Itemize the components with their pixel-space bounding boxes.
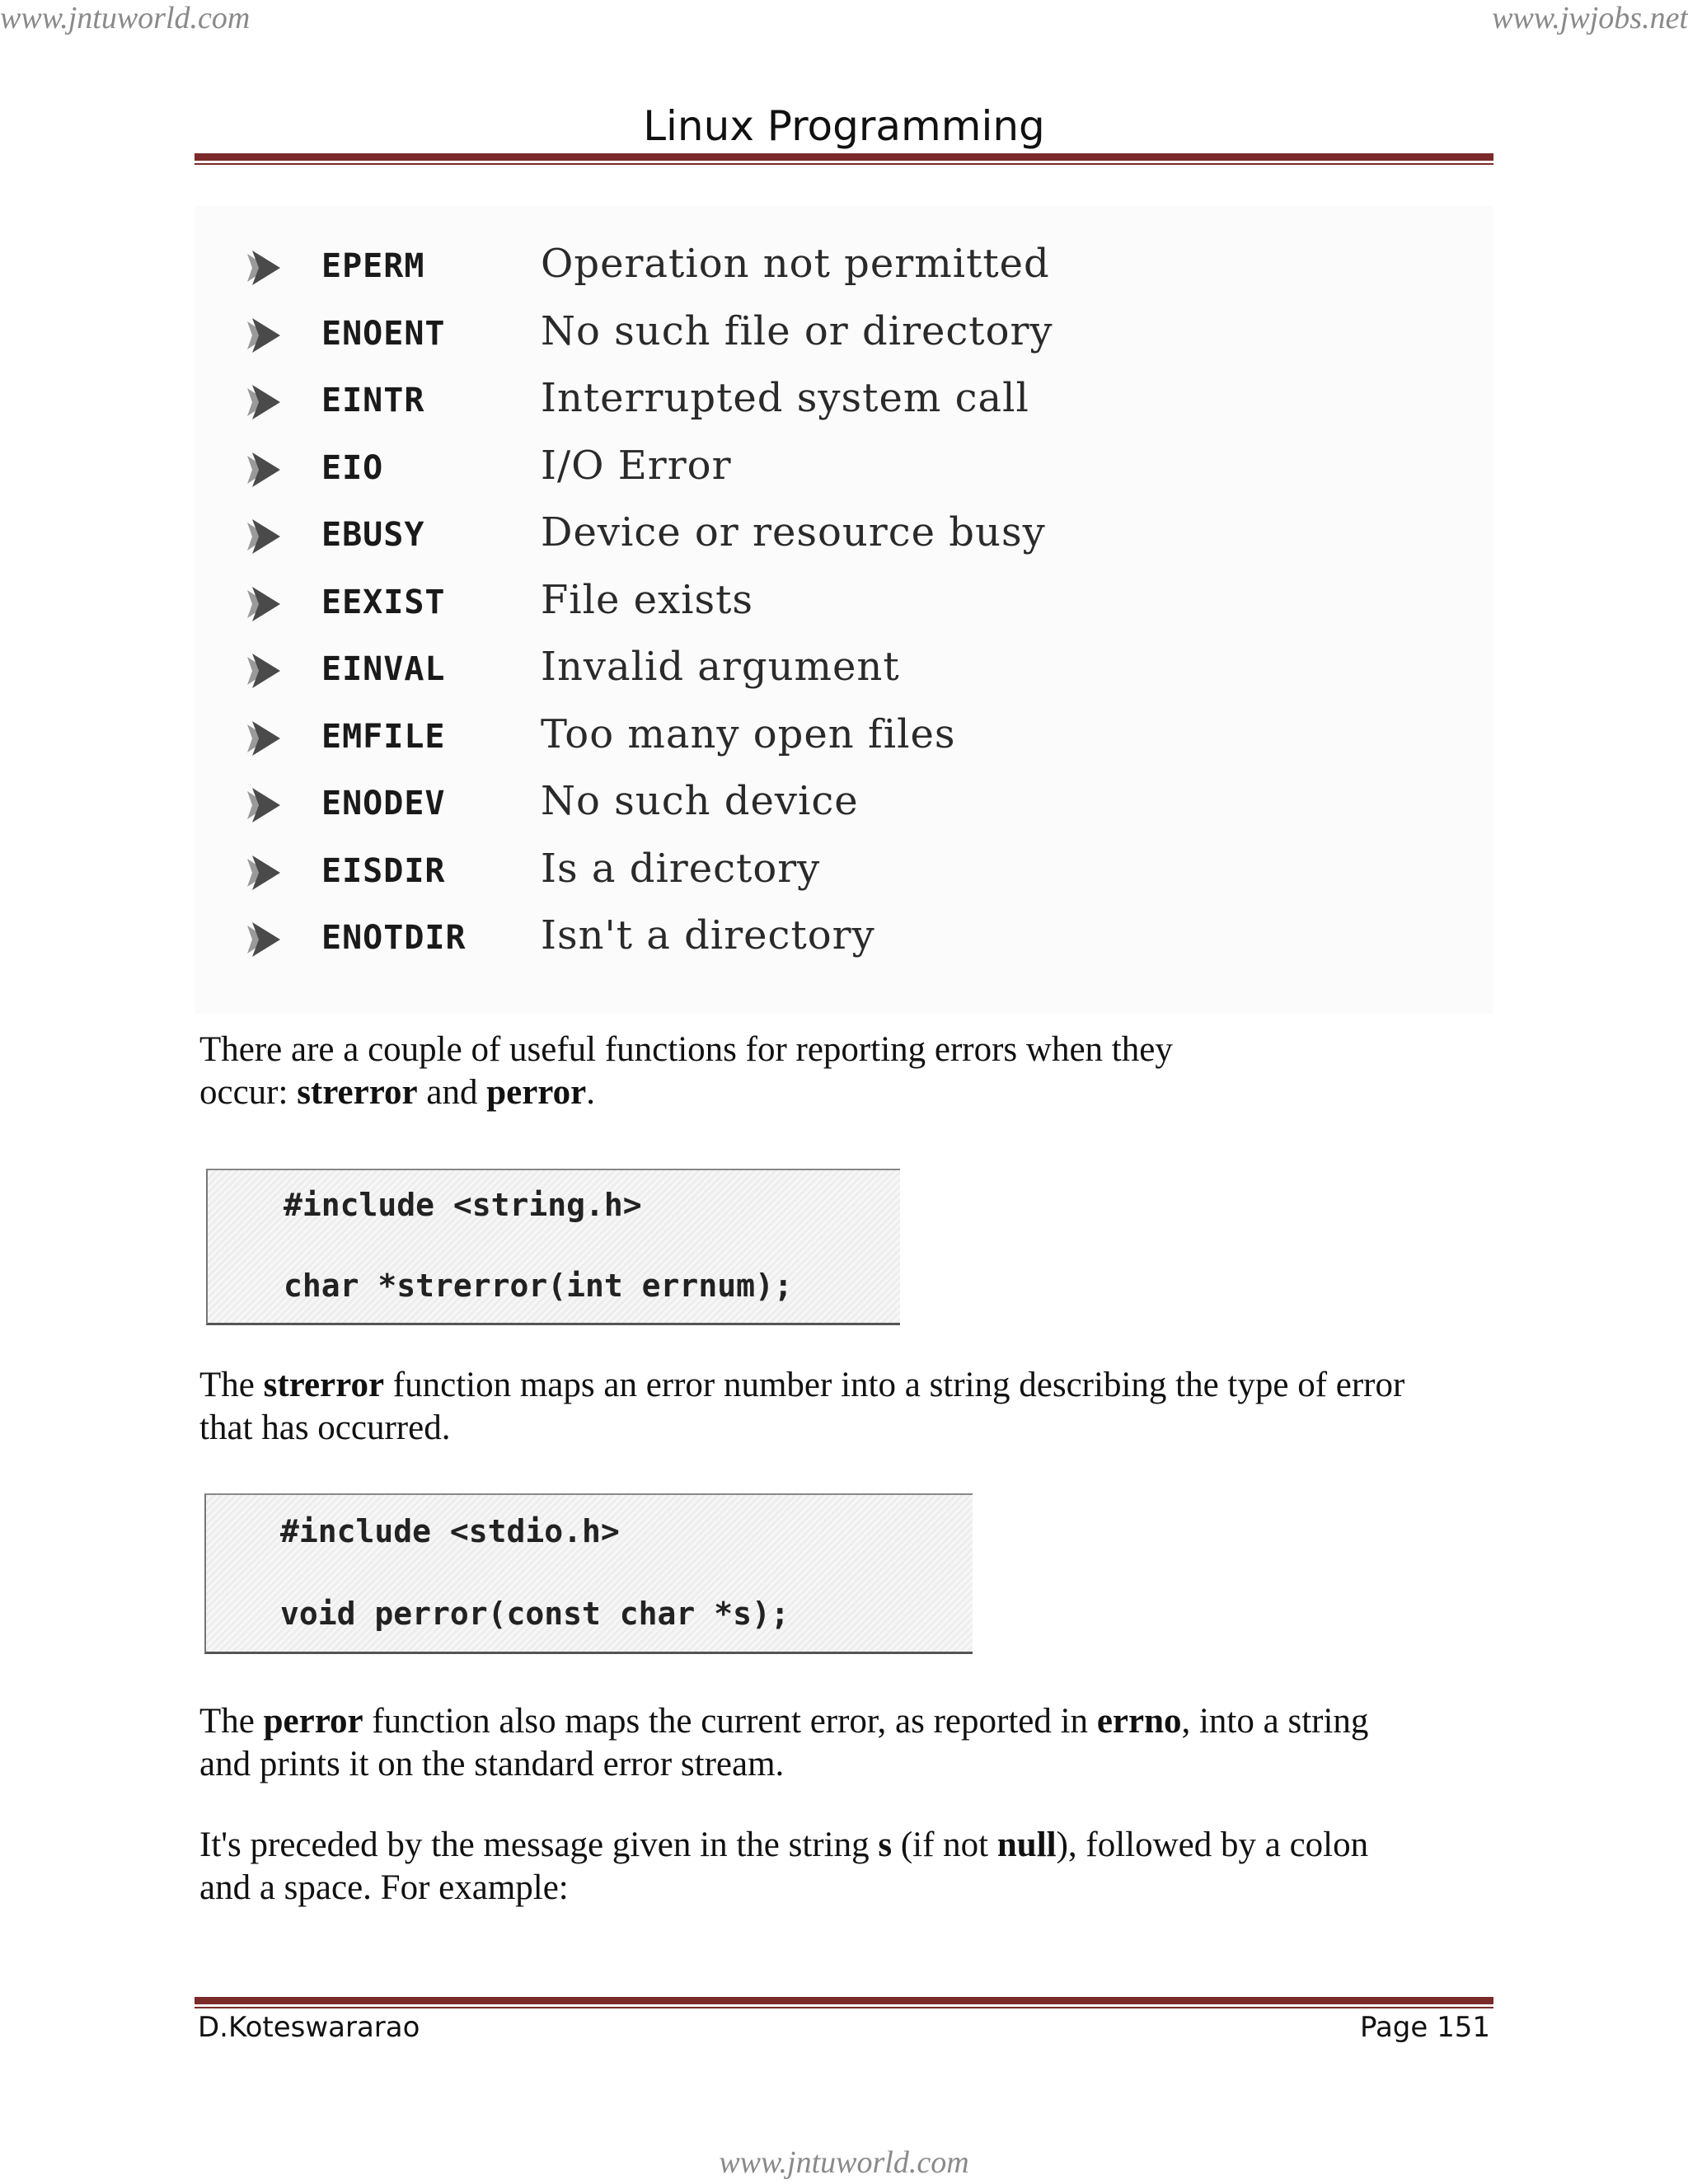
footer-author: D.Koteswararao [198,2011,420,2044]
errno-code: EEXIST [321,583,446,621]
text-span: (if not [892,1825,997,1864]
paragraph-strerror [199,1364,1518,1450]
text-span: occur: [199,1073,298,1112]
errno-description: Operation not permitted [541,241,1050,287]
errno-description: File exists [541,576,754,623]
errno-description: No such device [541,778,859,824]
paragraph-prefix-line2: and a space. For example: [199,1868,569,1907]
arrow-bullet-icon [247,919,285,960]
errno-description: No such file or directory [541,307,1053,354]
arrow-bullet-icon [247,516,285,557]
arrow-bullet-icon [247,785,285,826]
code-line: char *strerror(int errnum); [284,1268,793,1304]
errno-code: ENOENT [321,314,446,353]
code-block-perror [204,1493,973,1654]
errno-description: Device or resource busy [541,509,1046,555]
footer-rule [195,1997,1493,2008]
watermark-bottom: www.jntuworld.com [719,2145,969,2180]
errno-description: I/O Error [541,442,732,489]
arrow-bullet-icon [247,382,285,423]
text-span: and [417,1073,487,1112]
errno-code: ENOTDIR [321,919,467,957]
paragraph-prefix-line1 [199,1824,1518,1867]
errno-code: EISDIR [321,851,446,890]
errno-code: ENODEV [321,785,446,823]
bold-perror: perror [486,1073,587,1112]
paragraph-strerror-line1 [199,1364,1518,1407]
arrow-bullet-icon [247,718,285,759]
errno-code: EPERM [321,247,425,285]
paragraph-intro-line1: There are a couple of useful functions for reporting errors when they [199,1030,1173,1069]
paragraph-intro [199,1029,1518,1114]
text-span: It's preceded by the message given in the string [199,1825,879,1864]
bold-s: s [878,1825,893,1864]
code-line: #include <string.h> [284,1187,642,1223]
bold-null: null [996,1825,1057,1864]
footer-page-number: Page 151 [1359,2011,1490,2044]
code-block-strerror [206,1169,900,1325]
arrow-bullet-icon [247,852,285,893]
arrow-bullet-icon [247,583,285,625]
bold-errno: errno [1096,1702,1182,1741]
paragraph-prefix-message [199,1824,1518,1910]
arrow-bullet-icon [247,449,285,490]
errno-code: EIO [321,448,384,487]
text-span: ), followed by a colon [1056,1825,1369,1864]
page-title: Linux Programming [643,102,1045,150]
paragraph-intro-line2 [199,1071,1518,1114]
errno-description: Isn't a directory [541,912,875,958]
arrow-bullet-icon [247,247,285,288]
paragraph-perror-line1 [199,1700,1518,1743]
errno-code: EINTR [321,382,425,419]
paragraph-strerror-line2: that has occurred. [199,1408,451,1447]
arrow-bullet-icon [247,650,285,691]
watermark-top-right: www.jwjobs.net [1492,1,1688,35]
errno-description: Is a directory [541,845,821,892]
errno-description: Too many open files [541,710,956,757]
arrow-bullet-icon [247,315,285,356]
bold-perror: perror [263,1702,363,1741]
errno-description: Interrupted system call [541,375,1029,421]
errno-code: EMFILE [321,717,446,756]
errno-code: EINVAL [321,650,446,688]
text-span: The [199,1702,264,1741]
bold-strerror: strerror [263,1366,385,1404]
paragraph-perror-line2: and prints it on the standard error stream. [199,1745,785,1783]
bold-strerror: strerror [297,1073,418,1112]
watermark-top-left: www.jntuworld.com [0,1,251,35]
code-line: void perror(const char *s); [280,1596,790,1632]
text-span: function maps an error number into a string describing the type of error [384,1366,1405,1404]
text-span: function also maps the current error, as reported in [363,1702,1097,1741]
errno-code: EBUSY [321,516,425,554]
text-span: . [586,1073,595,1112]
paragraph-perror [199,1700,1518,1786]
header-rule [195,153,1493,165]
errno-description: Invalid argument [541,644,900,690]
code-line: #include <stdio.h> [280,1513,620,1549]
text-span: , into a string [1181,1702,1369,1741]
text-span: The [199,1366,264,1404]
